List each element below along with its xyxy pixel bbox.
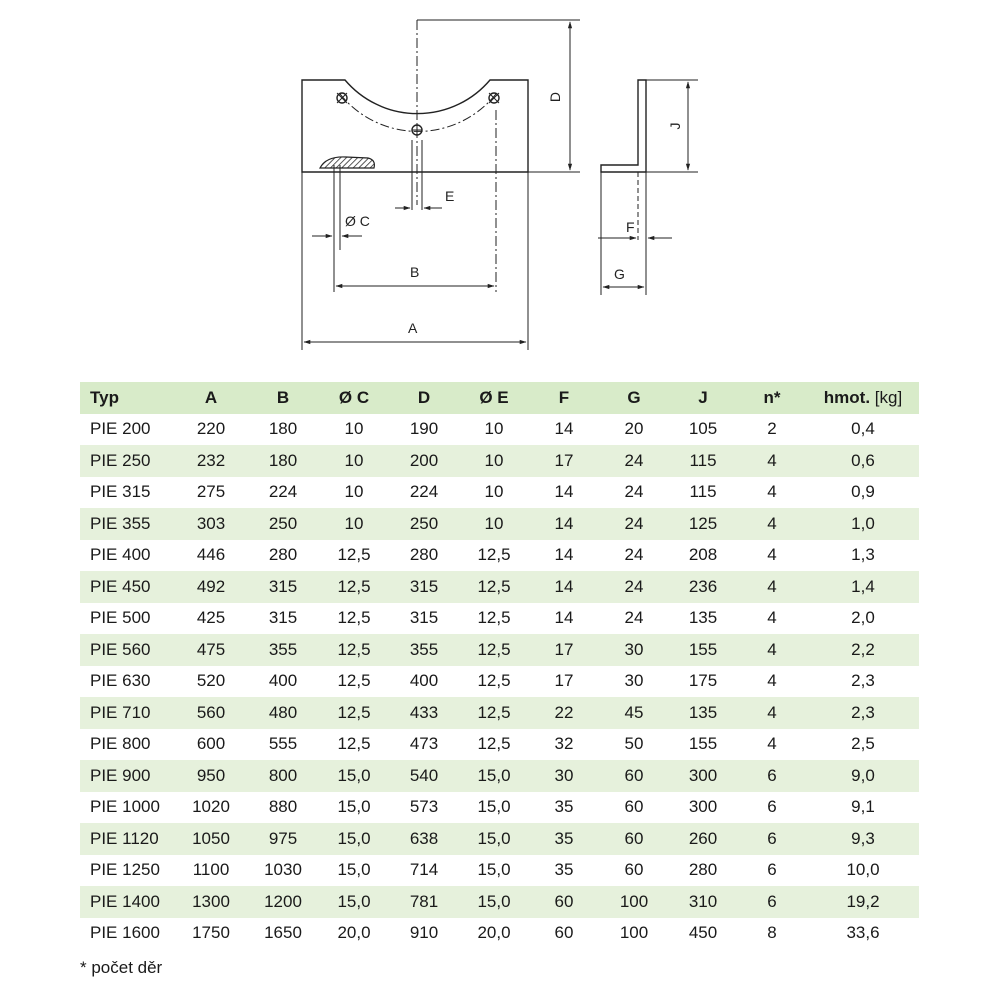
cell-typ: PIE 1600 [90,923,160,943]
cell-n: 6 [737,886,807,918]
cell-g: 30 [599,634,669,666]
cell-g: 30 [624,671,644,691]
label-c: Ø C [345,213,370,229]
angle-profile [601,80,646,172]
cell-typ: PIE 355 [80,508,175,540]
cell-b: 315 [247,571,319,603]
cell-e: 12,5 [459,697,529,729]
table-row [80,792,919,824]
cell-a: 520 [196,671,226,691]
cell-typ: PIE 560 [80,634,175,666]
cell-j: 125 [669,508,737,540]
cell-b: 224 [268,482,298,502]
cell-j: 300 [669,760,737,792]
cell-c: 10 [344,419,364,439]
cell-f: 14 [554,545,574,565]
cell-g: 24 [624,545,644,565]
cell-a: 475 [175,634,247,666]
cell-e: 15,0 [459,823,529,855]
cell-typ: PIE 900 [80,760,175,792]
mass-label: hmot. [823,387,871,407]
cell-e: 10 [484,419,504,439]
cell-j: 310 [669,886,737,918]
cell-c: 20,0 [337,923,371,943]
cell-mass: 1,3 [851,545,875,565]
cell-n: 6 [767,860,777,880]
cell-f: 35 [554,860,574,880]
cell-c: 15,0 [337,797,371,817]
cell-c: 10 [319,445,389,477]
cell-f: 14 [554,482,574,502]
cell-b: 800 [247,760,319,792]
cell-a: 1050 [175,823,247,855]
cell-n: 4 [767,608,777,628]
cell-mass: 19,2 [807,886,919,918]
cell-j: 135 [669,697,737,729]
cell-typ: PIE 200 [90,419,151,439]
technical-drawing [0,0,1000,370]
cell-d: 200 [389,445,459,477]
cell-g: 45 [599,697,669,729]
mass-unit: [kg] [874,387,903,407]
cell-e: 10 [459,508,529,540]
table-row [80,508,919,540]
cell-g: 60 [599,823,669,855]
cell-a: 950 [175,760,247,792]
cell-j: 260 [669,823,737,855]
cell-d: 714 [409,860,439,880]
table-row [80,634,919,666]
cell-d: 910 [409,923,439,943]
label-j: J [667,122,683,130]
cell-typ: PIE 450 [80,571,175,603]
cell-b: 180 [247,445,319,477]
cell-e: 10 [459,445,529,477]
cell-n: 4 [737,634,807,666]
cell-typ: PIE 1400 [80,886,175,918]
cell-g: 50 [624,734,644,754]
col-header-typ: Typ [80,382,175,414]
cell-j: 115 [669,445,737,477]
cell-n: 4 [767,482,777,502]
cell-mass: 9,3 [807,823,919,855]
cell-e: 12,5 [477,545,511,565]
cell-b: 1650 [264,923,302,943]
cell-a: 232 [175,445,247,477]
cell-c: 12,5 [337,734,371,754]
cell-c: 12,5 [337,608,371,628]
cell-c: 10 [344,482,364,502]
table-row [80,760,919,792]
weld-hatch [320,157,374,168]
cell-f: 14 [529,571,599,603]
cell-b: 400 [268,671,298,691]
cell-n: 6 [737,760,807,792]
col-header-g: G [599,382,669,414]
cell-f: 35 [529,823,599,855]
cell-b: 480 [247,697,319,729]
cell-a: 1100 [192,860,230,880]
cell-d: 224 [409,482,439,502]
cell-f: 60 [529,886,599,918]
cell-g: 60 [599,760,669,792]
cell-a: 220 [196,419,226,439]
table-row [80,918,919,950]
table-row [80,729,919,761]
cell-mass: 10,0 [846,860,880,880]
cell-e: 15,0 [477,860,511,880]
cell-f: 32 [554,734,574,754]
cell-b: 180 [268,419,298,439]
cell-typ: PIE 800 [90,734,151,754]
cell-j: 105 [688,419,718,439]
cell-c: 15,0 [319,760,389,792]
cell-typ: PIE 710 [80,697,175,729]
cell-e: 12,5 [477,734,511,754]
table-row [80,571,919,603]
cell-mass: 0,4 [851,419,875,439]
label-b: B [410,264,420,280]
cell-c: 10 [319,508,389,540]
cell-g: 100 [599,886,669,918]
cell-j: 155 [688,734,718,754]
cell-mass: 33,6 [846,923,880,943]
cell-f: 17 [554,671,574,691]
col-header-d: D [389,382,459,414]
cell-g: 24 [624,482,644,502]
cell-typ: PIE 250 [80,445,175,477]
cell-mass: 2,2 [807,634,919,666]
cell-b: 1200 [247,886,319,918]
cell-j: 155 [669,634,737,666]
table-row [80,823,919,855]
cell-f: 17 [529,634,599,666]
cell-d: 433 [389,697,459,729]
cell-d: 400 [409,671,439,691]
table-row [80,666,919,698]
cell-a: 1300 [175,886,247,918]
cell-d: 190 [409,419,439,439]
cell-c: 15,0 [319,823,389,855]
label-a: A [408,320,418,336]
cell-c: 15,0 [319,886,389,918]
cell-g: 60 [624,860,644,880]
cell-n: 8 [767,923,777,943]
cell-j: 175 [688,671,718,691]
table-row [80,886,919,918]
cell-c: 12,5 [319,697,389,729]
cell-j: 208 [688,545,718,565]
cell-n: 4 [737,508,807,540]
cell-d: 315 [409,608,439,628]
cell-c: 12,5 [337,545,371,565]
col-header-c: Ø C [319,382,389,414]
table-row [80,603,919,635]
cell-d: 473 [409,734,439,754]
cell-e: 15,0 [477,797,511,817]
cell-n: 4 [737,697,807,729]
cell-b: 1030 [264,860,302,880]
cell-j: 115 [689,482,717,502]
cell-g: 20 [624,419,644,439]
cell-j: 135 [688,608,718,628]
cell-j: 236 [669,571,737,603]
cell-a: 446 [196,545,226,565]
cell-n: 2 [767,419,777,439]
label-e: E [445,188,455,204]
table-body [80,414,919,950]
label-g: G [614,266,625,282]
cell-mass: 2,3 [851,671,875,691]
cell-n: 4 [737,445,807,477]
cell-b: 355 [247,634,319,666]
cell-f: 30 [529,760,599,792]
cell-mass: 2,5 [851,734,875,754]
cell-e: 12,5 [459,571,529,603]
cell-mass: 1,4 [807,571,919,603]
col-header-j: J [669,382,737,414]
cell-f: 14 [529,508,599,540]
cell-typ: PIE 1120 [80,823,175,855]
cell-typ: PIE 1250 [90,860,160,880]
cell-a: 425 [196,608,226,628]
cell-d: 638 [389,823,459,855]
cell-a: 560 [175,697,247,729]
cell-j: 300 [688,797,718,817]
cell-n: 4 [767,734,777,754]
cell-e: 12,5 [477,671,511,691]
cell-g: 24 [599,571,669,603]
cell-g: 60 [624,797,644,817]
table-row [80,855,919,887]
cell-typ: PIE 500 [90,608,151,628]
col-header-f: F [529,382,599,414]
cell-typ: PIE 400 [90,545,151,565]
cell-d: 781 [389,886,459,918]
label-d: D [547,91,563,103]
cell-g: 24 [599,508,669,540]
cell-n: 6 [767,797,777,817]
cell-f: 22 [529,697,599,729]
cell-d: 355 [389,634,459,666]
cell-g: 24 [599,445,669,477]
cell-b: 250 [247,508,319,540]
table-row [80,697,919,729]
table-row [80,414,919,446]
cell-e: 15,0 [459,886,529,918]
cell-n: 4 [737,571,807,603]
cell-a: 1750 [192,923,230,943]
cell-b: 280 [268,545,298,565]
cell-a: 275 [196,482,226,502]
cell-b: 555 [268,734,298,754]
cell-c: 12,5 [319,571,389,603]
cell-mass: 1,0 [807,508,919,540]
cell-b: 975 [247,823,319,855]
specification-table [80,382,919,949]
cell-c: 15,0 [337,860,371,880]
cell-e: 20,0 [477,923,511,943]
col-header-e: Ø E [459,382,529,414]
cell-c: 12,5 [319,634,389,666]
cell-d: 315 [389,571,459,603]
cell-n: 4 [767,545,777,565]
cell-a: 303 [175,508,247,540]
col-header-b: B [247,382,319,414]
cell-typ: PIE 630 [90,671,151,691]
cell-mass: 0,6 [807,445,919,477]
cell-e: 12,5 [477,608,511,628]
table-row [80,540,919,572]
col-header-n: n* [737,382,807,414]
cell-g: 24 [624,608,644,628]
col-header-a: A [175,382,247,414]
cell-b: 880 [268,797,298,817]
cell-g: 100 [619,923,649,943]
cell-typ: PIE 315 [90,482,151,502]
col-header-mass [807,382,919,414]
footnote: * počet děr [80,958,163,977]
label-f: F [626,219,635,235]
cell-j: 450 [688,923,718,943]
table-row [80,477,919,509]
cell-f: 60 [554,923,574,943]
cell-a: 492 [175,571,247,603]
cell-e: 15,0 [459,760,529,792]
cell-d: 573 [409,797,439,817]
table-row [80,445,919,477]
cell-d: 280 [409,545,439,565]
cell-mass: 2,3 [807,697,919,729]
cell-d: 250 [389,508,459,540]
cell-c: 12,5 [337,671,371,691]
cell-mass: 9,1 [851,797,875,817]
cell-d: 540 [389,760,459,792]
cell-e: 12,5 [459,634,529,666]
cell-j: 280 [688,860,718,880]
cell-typ: PIE 1000 [90,797,160,817]
cell-n: 4 [767,671,777,691]
cell-a: 1020 [192,797,230,817]
cell-f: 14 [554,608,574,628]
cell-mass: 9,0 [807,760,919,792]
cell-f: 17 [529,445,599,477]
cell-f: 35 [554,797,574,817]
cell-e: 10 [484,482,504,502]
cell-mass: 2,0 [851,608,875,628]
cell-a: 600 [196,734,226,754]
cell-f: 14 [554,419,574,439]
cell-b: 315 [268,608,298,628]
cell-mass: 0,9 [851,482,875,502]
cell-n: 6 [737,823,807,855]
table-header-row [80,382,919,414]
